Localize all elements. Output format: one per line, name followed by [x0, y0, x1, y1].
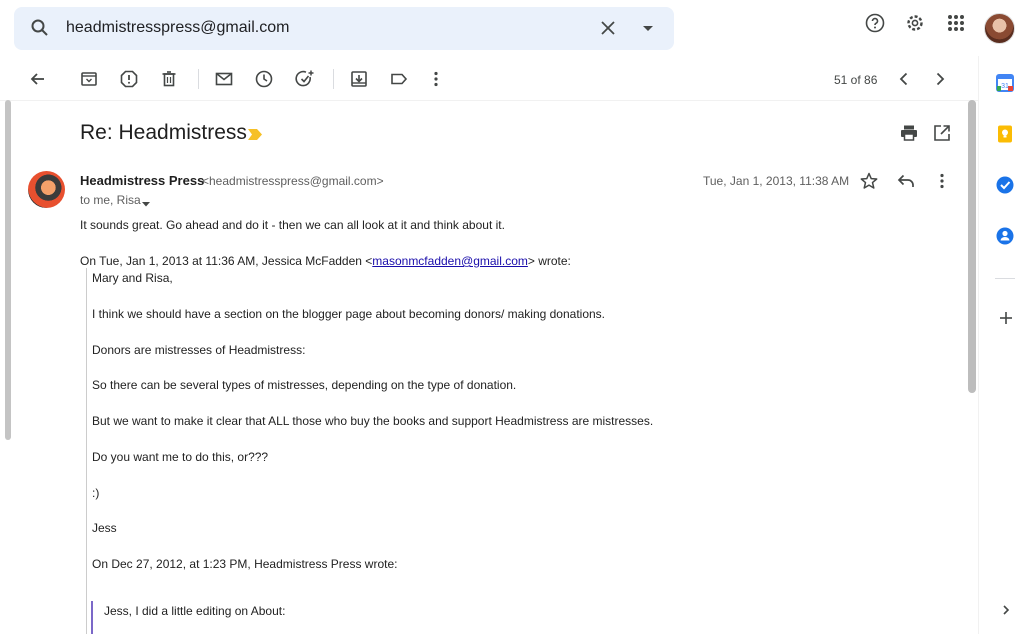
- quoted-line: I think we should have a section on the blogger page about becoming donors/ making donations.: [92, 307, 606, 321]
- message-more-options-icon[interactable]: [932, 171, 952, 191]
- delete-trash-icon[interactable]: [159, 69, 179, 89]
- quote-header-suffix: > wrote:: [527, 254, 571, 268]
- keep-notes-icon[interactable]: [995, 124, 1015, 144]
- quoted-line: Jess: [92, 521, 117, 535]
- report-spam-icon[interactable]: [119, 69, 139, 89]
- calendar-icon[interactable]: [995, 73, 1015, 93]
- move-to-icon[interactable]: [349, 69, 369, 89]
- search-icon[interactable]: [30, 18, 50, 38]
- account-avatar[interactable]: [984, 13, 1015, 44]
- search-input[interactable]: headmistresspress@gmail.com: [66, 19, 290, 36]
- search-bar[interactable]: [14, 7, 674, 50]
- print-icon[interactable]: [899, 123, 919, 143]
- newer-chevron-left-icon[interactable]: [894, 69, 914, 89]
- open-in-new-window-icon[interactable]: [932, 123, 952, 143]
- contacts-icon[interactable]: [995, 226, 1015, 246]
- pagination-count: 51 of 86: [834, 73, 878, 87]
- snooze-clock-icon[interactable]: [254, 69, 274, 89]
- close-icon[interactable]: [598, 18, 618, 38]
- quoted-line: So there can be several types of mistresses, depending on the type of donation.: [92, 378, 517, 392]
- expand-side-panel-chevron-icon[interactable]: [996, 600, 1016, 620]
- label-tag-icon[interactable]: [389, 69, 409, 89]
- nested-quoted-line: Jess, I did a little editing on About:: [104, 604, 286, 618]
- left-scrollbar[interactable]: [5, 100, 11, 440]
- toolbar-divider: [198, 69, 199, 89]
- show-details-caret-icon[interactable]: [141, 195, 151, 203]
- more-options-icon[interactable]: [426, 69, 446, 89]
- quoted-line: Do you want me to do this, or???: [92, 450, 269, 464]
- quote-sender-email-link[interactable]: masonmcfadden@gmail.com: [372, 254, 528, 268]
- back-arrow-icon[interactable]: [28, 69, 48, 89]
- quoted-line: Mary and Risa,: [92, 271, 173, 285]
- recipients-summary: to me, Risa: [80, 193, 141, 207]
- quoted-line: :): [92, 486, 100, 500]
- older-chevron-right-icon[interactable]: [930, 69, 950, 89]
- quote-header: [80, 254, 571, 268]
- add-to-tasks-icon[interactable]: [295, 69, 315, 89]
- star-icon[interactable]: [859, 171, 879, 191]
- side-panel-divider: [995, 278, 1015, 279]
- nested-quote-border: [91, 601, 93, 634]
- quoted-line: Donors are mistresses of Headmistress:: [92, 343, 306, 357]
- help-icon[interactable]: [865, 13, 885, 33]
- mark-unread-mail-icon[interactable]: [214, 69, 234, 89]
- sender-name[interactable]: Headmistress Press: [80, 173, 205, 188]
- sender-avatar[interactable]: [28, 171, 65, 208]
- quote-border: [86, 268, 87, 634]
- message-body-line: It sounds great. Go ahead and do it - then we can all look at it and think about it.: [80, 218, 505, 232]
- quoted-line: But we want to make it clear that ALL those who buy the books and support Headmistress are mistresses.: [92, 414, 654, 428]
- svg-text:31: 31: [1001, 83, 1009, 90]
- important-marker-icon[interactable]: [248, 127, 262, 138]
- message-date: Tue, Jan 1, 2013, 11:38 AM: [703, 174, 850, 188]
- toolbar-divider: [333, 69, 334, 89]
- sender-email: <headmistresspress@gmail.com>: [202, 174, 384, 188]
- email-subject: Re: Headmistress: [80, 121, 247, 144]
- gear-icon[interactable]: [905, 13, 925, 33]
- search-options-caret-icon[interactable]: [638, 18, 658, 38]
- get-add-ons-plus-icon[interactable]: [996, 308, 1016, 328]
- apps-grid-icon[interactable]: [946, 13, 966, 33]
- message-scrollbar[interactable]: [968, 100, 976, 393]
- tasks-icon[interactable]: [995, 175, 1015, 195]
- quote-header-prefix: On Tue, Jan 1, 2013 at 11:36 AM, Jessica McFadden <: [80, 254, 373, 268]
- archive-icon[interactable]: [79, 69, 99, 89]
- reply-icon[interactable]: [896, 171, 916, 191]
- quoted-line: On Dec 27, 2012, at 1:23 PM, Headmistress Press wrote:: [92, 557, 398, 571]
- toolbar-bottom-divider: [0, 100, 978, 101]
